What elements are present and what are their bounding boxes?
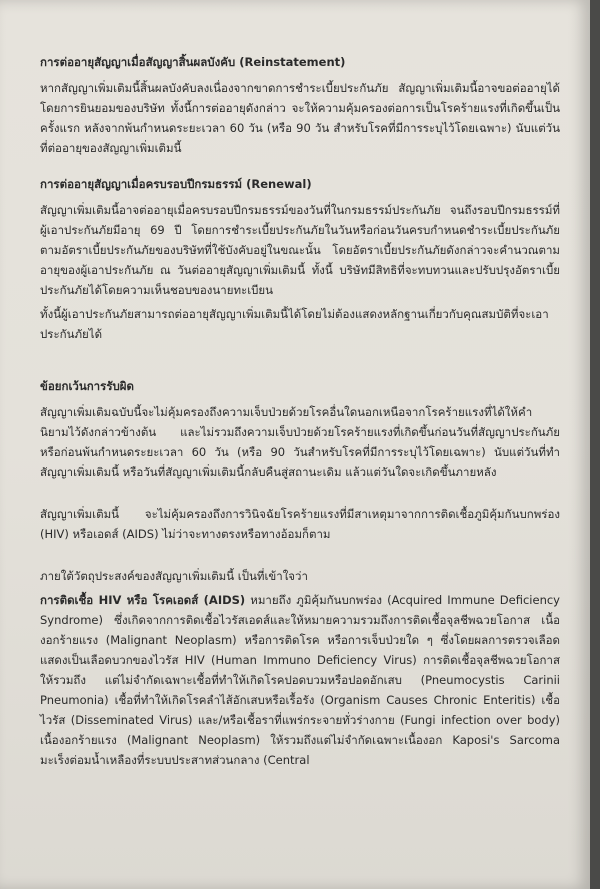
paragraph-renewal-2: ทั้งนี้ผู้เอาประกันภัยสามารถต่ออายุสัญญาเพิ่มเติมนี้ได้โดยไม่ต้องแสดงหลักฐานเกี่ยวกับคุณสมบัติที่จะเอาประกันภัยได้ (40, 307, 549, 341)
section-heading-exclusions: ข้อยกเว้นการรับผิด (40, 379, 134, 393)
section-heading-reinstatement: การต่ออายุสัญญาเมื่อสัญญาสิ้นผลบังคับ (Reinstatement) (40, 55, 346, 69)
defined-term-hiv-aids: การติดเชื้อ HIV หรือ โรคเอดส์ (AIDS) (40, 593, 246, 607)
paragraph-reinstatement: หากสัญญาเพิ่มเติมนี้สิ้นผลบังคับลงเนื่องจากขาดการชำระเบี้ยประกันภัย สัญญาเพิ่มเติมนี้อาจขอต่ออายุได้โดยการยินยอมของบริษัท ทั้งนี้การต่ออายุดังกล่าว จะให้ความคุ้มครองต่อการเป็นโรคร้ายแรงที่เกิดขึ้นเป็นครั้งแรก หลังจากพ้นกำหนดระยะเวลา 60 วัน (หรือ 90 วัน สำหรับโรคที่มีการระบุไว้โดยเฉพาะ) นับแต่วันที่ต่ออายุของสัญญาเพิ่มเติมนี้ (40, 81, 560, 155)
paragraph-exclusions-1: สัญญาเพิ่มเติมฉบับนี้จะไม่คุ้มครองถึงความเจ็บป่วยด้วยโรคอื่นใดนอกเหนือจากโรคร้ายแรงที่ได้ให้คำนิยามไว้ดังกล่าวข้างต้น และไม่รวมถึงความเจ็บป่วยด้วยโรคร้ายแรงที่เกิดขึ้นก่อนวันที่สัญญาประกันภัย หรือก่อนพ้นกำหนดระยะเวลา 60 วัน (หรือ 90 วันสำหรับโรคที่มีการระบุไว้โดยเฉพาะ) นับแต่วันที่ทำสัญญาเพิ่มเติมนี้ หรือวันที่สัญญาเพิ่มเติมนี้กลับคืนสู่สถานะเดิม แล้วแต่วันใดจะเกิดขึ้นภายหลัง (40, 405, 560, 479)
paragraph-exclusions-3: ภายใต้วัตถุประสงค์ของสัญญาเพิ่มเติมนี้ เป็นที่เข้าใจว่า (40, 569, 308, 583)
paragraph-renewal-1: สัญญาเพิ่มเติมนี้อาจต่ออายุเมื่อครบรอบปีกรมธรรม์ของวันที่ในกรมธรรม์ประกันภัย จนถึงรอบปีกรมธรรม์ที่ผู้เอาประกันภัยมีอายุ 69 ปี โดยการชำระเบี้ยประกันภัยในวันหรือก่อนวันครบกำหนดชำระเบี้ยประกันภัยตามอัตราเบี้ยประกันภัยของบริษัทที่ใช้บังคับอยู่ในขณะนั้น โดยอัตราเบี้ยประกันภัยดังกล่าวจะคำนวณตามอายุของผู้เอาประกันภัย ณ วันต่ออายุสัญญาเพิ่มเติมนี้ ทั้งนี้ บริษัทมีสิทธิที่จะทบทวนและปรับปรุงอัตราเบี้ยประกันภัยได้โดยความเห็นชอบของนายทะเบียน (40, 203, 560, 297)
paragraph-exclusions-definition (40, 590, 560, 770)
document-content (40, 52, 560, 770)
paragraph-exclusions-2: สัญญาเพิ่มเติมนี้ จะไม่คุ้มครองถึงการวินิจฉัยโรคร้ายแรงที่มีสาเหตุมาจากการติดเชื้อภูมิคุ้มกันบกพร่อง (HIV) หรือเอดส์ (AIDS) ไม่ว่าจะทางตรงหรือทางอ้อมก็ตาม (40, 507, 560, 541)
definition-text: หมายถึง ภูมิคุ้มกันบกพร่อง (Acquired Immune Deficiency Syndrome) ซึ่งเกิดจากการติดเชื้อไวรัสเอดส์และให้หมายความรวมถึงการติดเชื้อจุลชีพฉวยโอกาส เนื้องอกร้ายแรง (Malignant Neoplasm) หรือการติดโรค หรือการเจ็บป่วยใด ๆ ซึ่งโดยผลการตรวจเลือดแสดงเป็นเลือดบวกของไวรัส HIV (Human Immuno Deficiency Virus) การติดเชื้อจุลชีพฉวยโอกาส ให้รวมถึง แต่ไม่จำกัดเฉพาะเชื้อที่ทำให้เกิดโรคปอดบวมหรือปอดอักเสบ (Pneumocystis Carinii Pneumonia) เชื้อที่ทำให้เกิดโรคลำไส้อักเสบหรือเรื้อรัง (Organism Causes Chronic Enteritis) เชื้อไวรัส (Disseminated Virus) และ/หรือเชื้อราที่แพร่กระจายทั่วร่างกาย (Fungi infection over body) เนื้องอกร้ายแรง (Malignant Neoplasm) ให้รวมถึงแต่ไม่จำกัดเฉพาะเนื้องอก Kaposi's Sarcoma มะเร็งต่อมน้ำเหลืองที่ระบบประสาทส่วนกลาง (Central (40, 593, 560, 767)
section-heading-renewal: การต่ออายุสัญญาเมื่อครบรอบปีกรมธรรม์ (Renewal) (40, 177, 312, 191)
